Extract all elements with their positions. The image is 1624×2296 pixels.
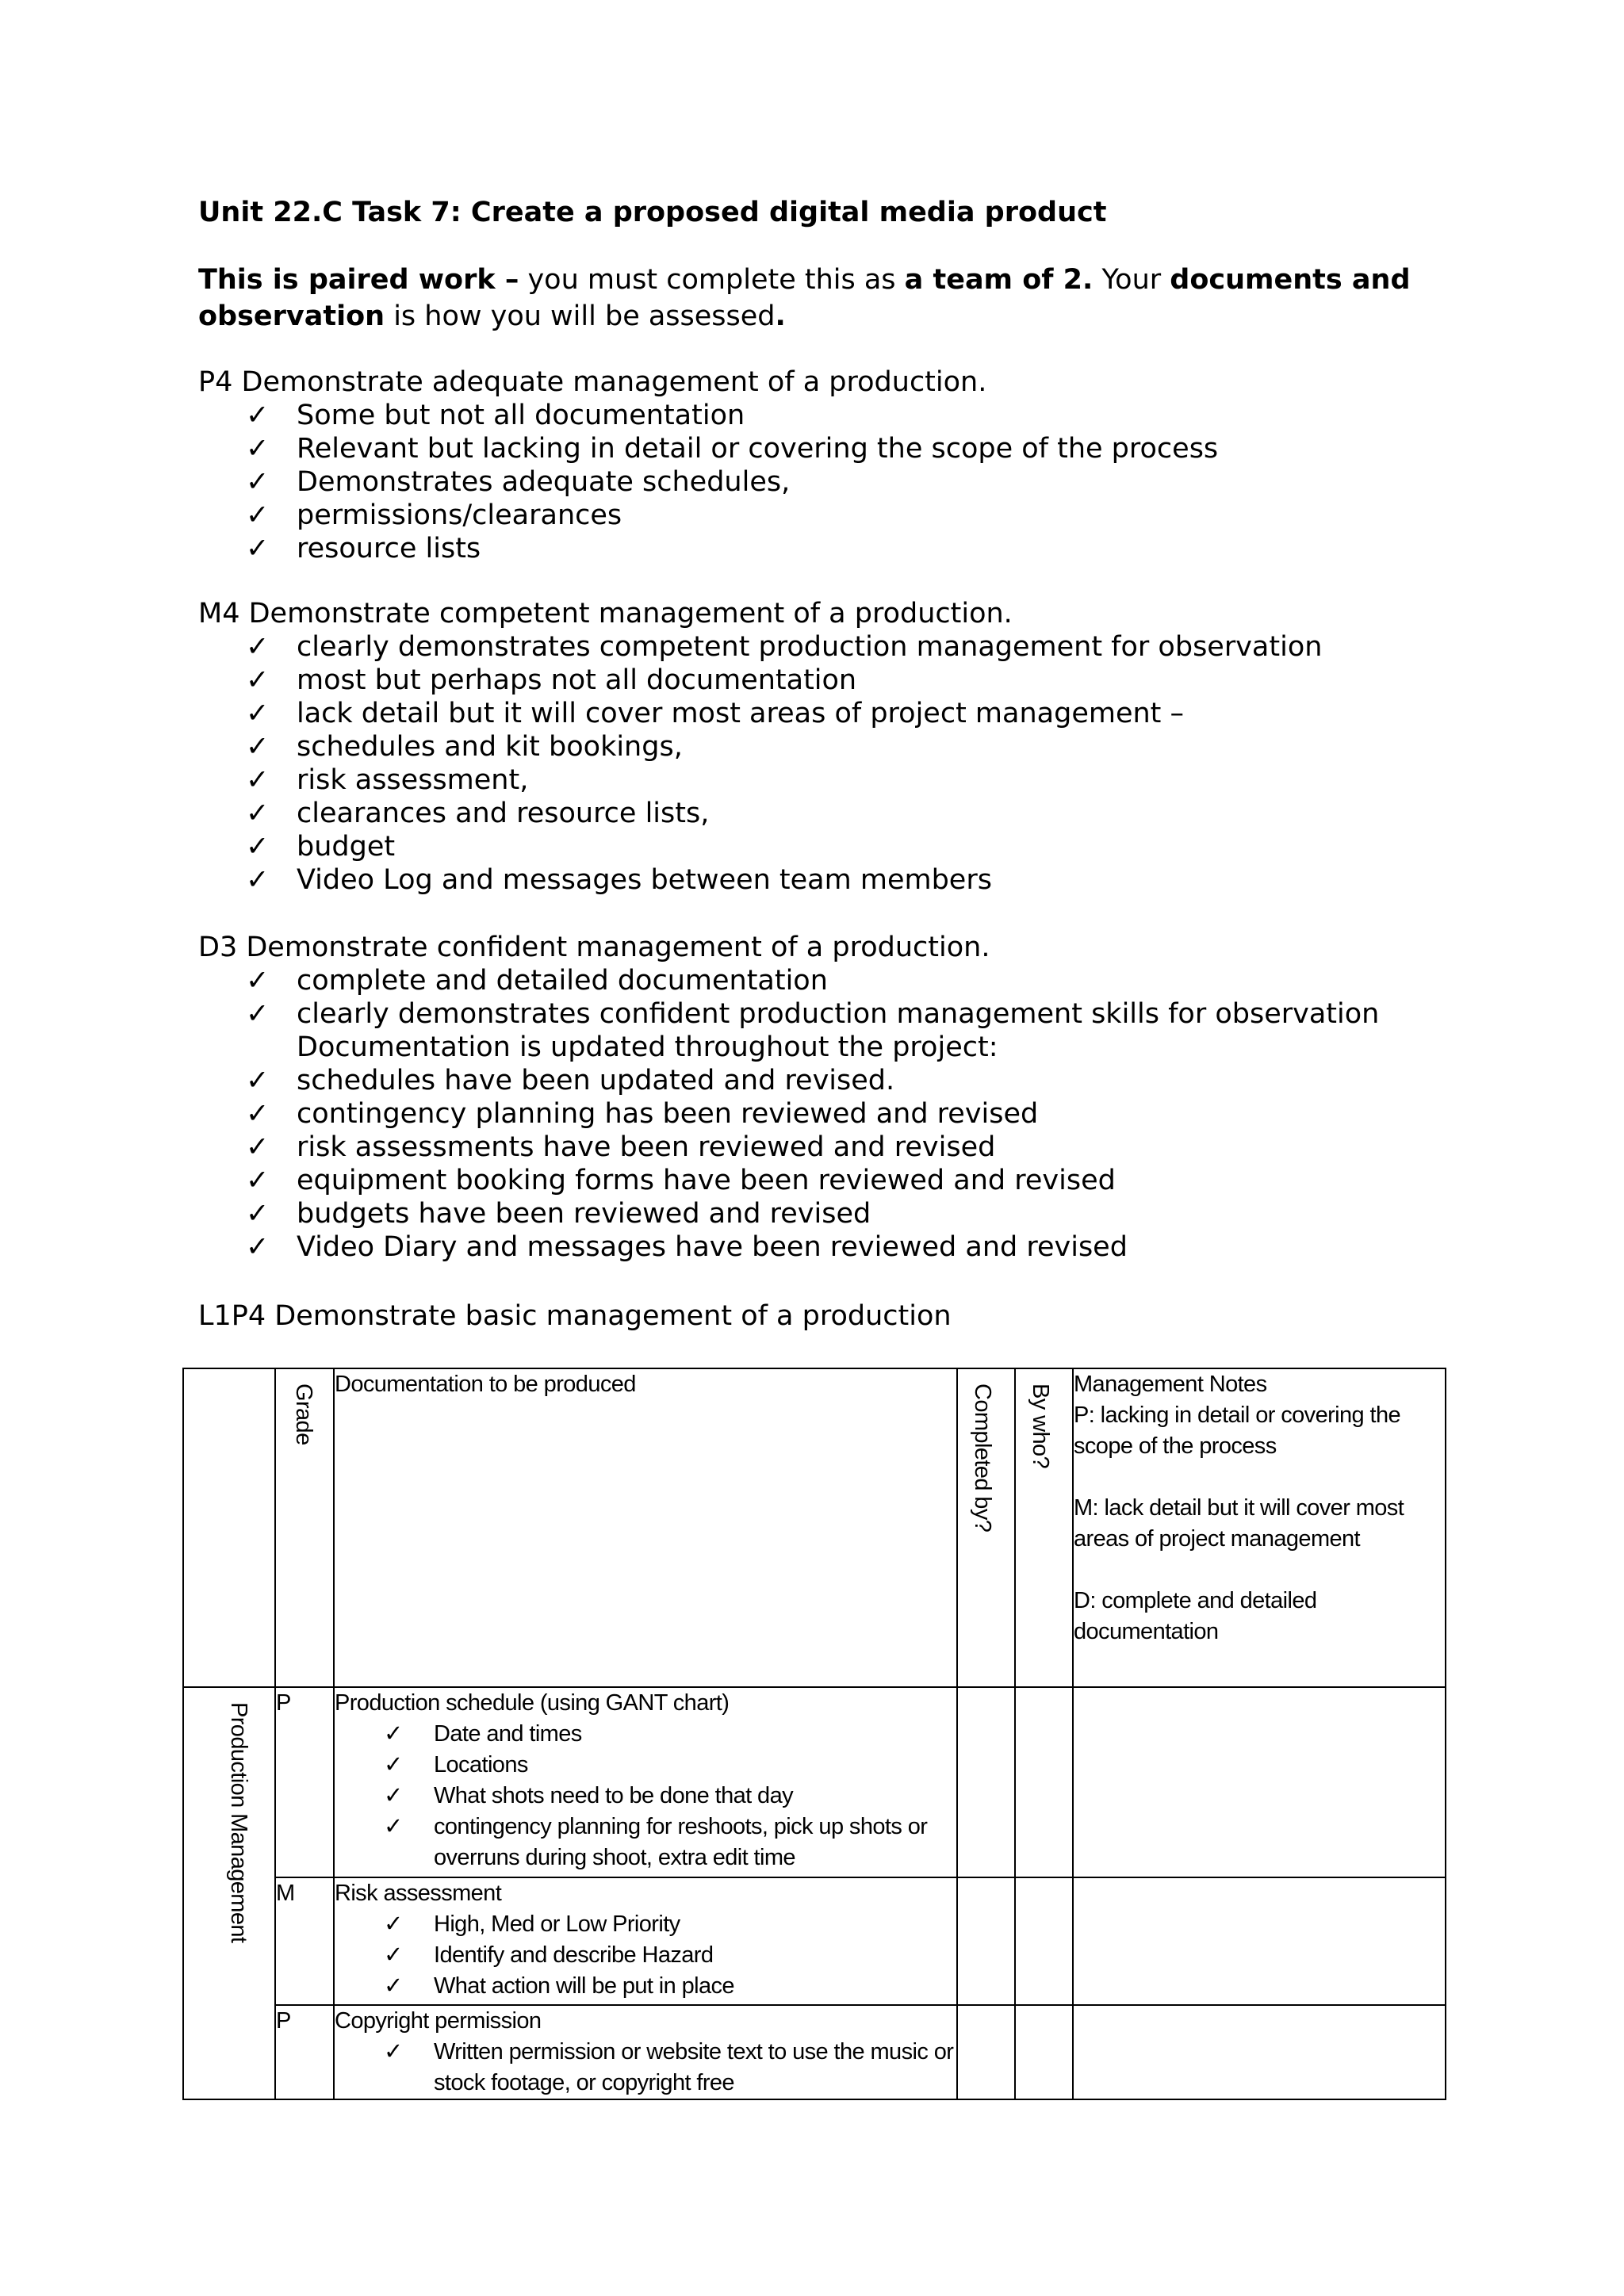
list-item <box>198 465 1218 499</box>
list-item <box>198 797 1322 830</box>
list-item-text: equipment booking forms have been reviewed and revised <box>297 1165 1116 1196</box>
documentation-cell <box>334 1687 957 1877</box>
p4-list <box>198 399 1218 565</box>
grade-cell: M <box>275 1877 334 2005</box>
table-row <box>183 1877 1446 2005</box>
list-item <box>198 432 1218 465</box>
documentation-items <box>335 2037 956 2099</box>
documentation-cell <box>334 1877 957 2005</box>
header-empty-cell <box>183 1368 275 1687</box>
list-item <box>198 830 1322 863</box>
checkmark-icon: ✓ <box>246 998 270 1030</box>
checkmark-icon: ✓ <box>246 664 270 696</box>
notes-cell[interactable] <box>1073 1687 1446 1877</box>
list-item <box>198 499 1218 532</box>
completed-by-cell[interactable] <box>957 1687 1015 1877</box>
checkmark-icon: ✓ <box>246 631 270 663</box>
checkmark-icon: ✓ <box>246 731 270 763</box>
list-item-text: permissions/clearances <box>297 499 622 531</box>
header-documentation-label: Documentation to be produced <box>335 1372 636 1397</box>
checkmark-icon: ✓ <box>246 764 270 796</box>
checkmark-icon: ✓ <box>246 499 270 531</box>
checkmark-icon: ✓ <box>246 1131 270 1163</box>
checkmark-icon: ✓ <box>384 1814 403 1839</box>
list-item-text: High, Med or Low Priority <box>434 1911 680 1937</box>
checkmark-icon: ✓ <box>384 1783 403 1808</box>
list-item <box>198 399 1218 432</box>
checkmark-icon: ✓ <box>246 1065 270 1096</box>
table-row <box>183 2005 1446 2099</box>
list-item-text: Some but not all documentation <box>297 400 745 431</box>
notes-line: Management Notes <box>1074 1372 1267 1397</box>
list-item-text: budget <box>297 831 396 863</box>
list-item <box>198 630 1322 664</box>
list-item-text: schedules and kit bookings, <box>297 731 683 763</box>
checkmark-icon: ✓ <box>246 1098 270 1130</box>
list-item-text: Identify and describe Hazard <box>434 1942 714 1968</box>
list-item-text: risk assessment, <box>297 764 529 796</box>
header-by-who-label: By who? <box>1028 1383 1053 1469</box>
header-by-who <box>1015 1368 1073 1687</box>
checkmark-icon: ✓ <box>246 965 270 997</box>
list-item <box>198 863 1322 897</box>
list-item-text: Relevant but lacking in detail or covering the scope of the process <box>297 433 1219 465</box>
d3-list <box>198 964 1379 1264</box>
l1p4-heading: L1P4 Demonstrate basic management of a production <box>198 1300 952 1332</box>
intro-bold-3: documents and observation <box>198 264 1411 332</box>
list-item-text: lack detail but it will cover most areas of project management – <box>297 698 1185 729</box>
checkmark-icon: ✓ <box>384 1942 403 1968</box>
by-who-cell[interactable] <box>1015 1877 1073 2005</box>
checkmark-icon: ✓ <box>384 1721 403 1747</box>
list-item <box>335 1781 956 1812</box>
list-item-text: risk assessments have been reviewed and revised <box>297 1131 996 1163</box>
checkmark-icon: ✓ <box>246 400 270 431</box>
by-who-cell[interactable] <box>1015 1687 1073 1877</box>
list-item <box>335 1940 956 1971</box>
list-item-text: Documentation is updated throughout the project: <box>297 1031 998 1063</box>
header-completed-by <box>957 1368 1015 1687</box>
list-item <box>198 1164 1379 1197</box>
checkmark-icon: ✓ <box>246 466 270 498</box>
list-item <box>335 1719 956 1750</box>
checkmark-icon: ✓ <box>384 1973 403 1999</box>
checkmark-icon: ✓ <box>384 2039 403 2064</box>
list-item <box>198 1031 1379 1064</box>
header-grade <box>275 1368 334 1687</box>
list-item <box>198 730 1322 763</box>
checkmark-icon: ✓ <box>384 1752 403 1777</box>
checkmark-icon: ✓ <box>246 1231 270 1263</box>
completed-by-cell[interactable] <box>957 2005 1015 2099</box>
page-title: Unit 22.C Task 7: Create a proposed digital media product <box>198 197 1107 228</box>
list-item-text: Written permission or website text to use the music or stock footage, or copyright free <box>434 2039 954 2095</box>
list-item-text: schedules have been updated and revised. <box>297 1065 895 1096</box>
notes-cell[interactable] <box>1073 2005 1446 2099</box>
documentation-cell <box>334 2005 957 2099</box>
header-completed-by-label: Completed by? <box>970 1383 995 1533</box>
list-item <box>198 763 1322 797</box>
checkmark-icon: ✓ <box>246 533 270 564</box>
list-item <box>198 1097 1379 1131</box>
list-item-text: clearly demonstrates confident production management skills for observation <box>297 998 1380 1030</box>
list-item-text: complete and detailed documentation <box>297 965 828 997</box>
list-item <box>335 2037 956 2099</box>
list-item-text: contingency planning has been reviewed and revised <box>297 1098 1039 1130</box>
list-item <box>335 1909 956 1940</box>
list-item-text: contingency planning for reshoots, pick up shots or overruns during shoot, extra edit time <box>434 1814 928 1870</box>
list-item <box>198 532 1218 565</box>
intro-text-1: you must complete this as <box>519 264 905 296</box>
list-item-text: Video Log and messages between team members <box>297 864 992 896</box>
list-item-text: budgets have been reviewed and revised <box>297 1198 871 1230</box>
list-item-text: clearances and resource lists, <box>297 798 710 829</box>
list-item-text: clearly demonstrates competent production management for observation <box>297 631 1323 663</box>
list-item <box>198 664 1322 697</box>
checkmark-icon: ✓ <box>246 698 270 729</box>
list-item <box>335 1812 956 1873</box>
notes-line: D: complete and detailed documentation <box>1074 1588 1317 1644</box>
list-item-text: What shots need to be done that day <box>434 1783 793 1808</box>
checkmark-icon: ✓ <box>246 433 270 465</box>
grade-cell: P <box>275 1687 334 1877</box>
list-item <box>198 1131 1379 1164</box>
checkmark-icon: ✓ <box>384 1911 403 1937</box>
d3-section <box>198 931 1379 1264</box>
table-header-row <box>183 1368 1446 1687</box>
table-row <box>183 1687 1446 1877</box>
checkmark-icon: ✓ <box>246 1165 270 1196</box>
intro-bold-1: This is paired work – <box>198 264 519 296</box>
list-item <box>198 697 1322 730</box>
list-item-text: resource lists <box>297 533 481 564</box>
m4-heading: M4 Demonstrate competent management of a production. <box>198 598 1013 629</box>
grade-cell: P <box>275 2005 334 2099</box>
list-item <box>198 1230 1379 1264</box>
notes-line: P: lacking in detail or covering the scope of the process <box>1074 1402 1401 1459</box>
documentation-title: Production schedule (using GANT chart) <box>335 1690 730 1716</box>
documentation-items <box>335 1719 956 1873</box>
notes-line <box>1074 1462 1445 1493</box>
by-who-cell[interactable] <box>1015 2005 1073 2099</box>
intro-text-2: Your <box>1093 264 1170 296</box>
notes-line <box>1074 1555 1445 1586</box>
notes-cell[interactable] <box>1073 1877 1446 2005</box>
list-item-text: Locations <box>434 1752 528 1777</box>
intro-bold-2: a team of 2. <box>904 264 1094 296</box>
documentation-items <box>335 1909 956 2002</box>
p4-section <box>198 365 1218 565</box>
intro-paragraph <box>198 262 1435 335</box>
list-item <box>335 1971 956 2002</box>
p4-heading: P4 Demonstrate adequate management of a production. <box>198 366 987 398</box>
checkmark-icon: ✓ <box>246 798 270 829</box>
documentation-table <box>182 1368 1446 2100</box>
list-item <box>335 1750 956 1781</box>
completed-by-cell[interactable] <box>957 1877 1015 2005</box>
list-item-text: Video Diary and messages have been reviewed and revised <box>297 1231 1128 1263</box>
list-item <box>198 1064 1379 1097</box>
row-group-cell <box>183 1687 275 2099</box>
checkmark-icon: ✓ <box>246 831 270 863</box>
list-item-text: Demonstrates adequate schedules, <box>297 466 791 498</box>
notes-line: M: lack detail but it will cover most areas of project management <box>1074 1495 1404 1552</box>
header-management-notes <box>1073 1368 1446 1687</box>
intro-end: . <box>775 300 786 332</box>
documentation-title: Copyright permission <box>335 2008 542 2034</box>
m4-section <box>198 597 1322 897</box>
header-grade-label: Grade <box>291 1383 316 1445</box>
documentation-title: Risk assessment <box>335 1881 502 1906</box>
list-item <box>198 997 1379 1031</box>
list-item <box>198 1197 1379 1230</box>
m4-list <box>198 630 1322 897</box>
checkmark-icon: ✓ <box>246 864 270 896</box>
list-item <box>198 964 1379 997</box>
header-documentation <box>334 1368 957 1687</box>
list-item-text: What action will be put in place <box>434 1973 734 1999</box>
list-item-text: most but perhaps not all documentation <box>297 664 857 696</box>
intro-text-3: is how you will be assessed <box>385 300 776 332</box>
list-item-text: Date and times <box>434 1721 582 1747</box>
row-group-label: Production Management <box>226 1702 251 1943</box>
checkmark-icon: ✓ <box>246 1198 270 1230</box>
d3-heading: D3 Demonstrate confident management of a production. <box>198 932 990 963</box>
